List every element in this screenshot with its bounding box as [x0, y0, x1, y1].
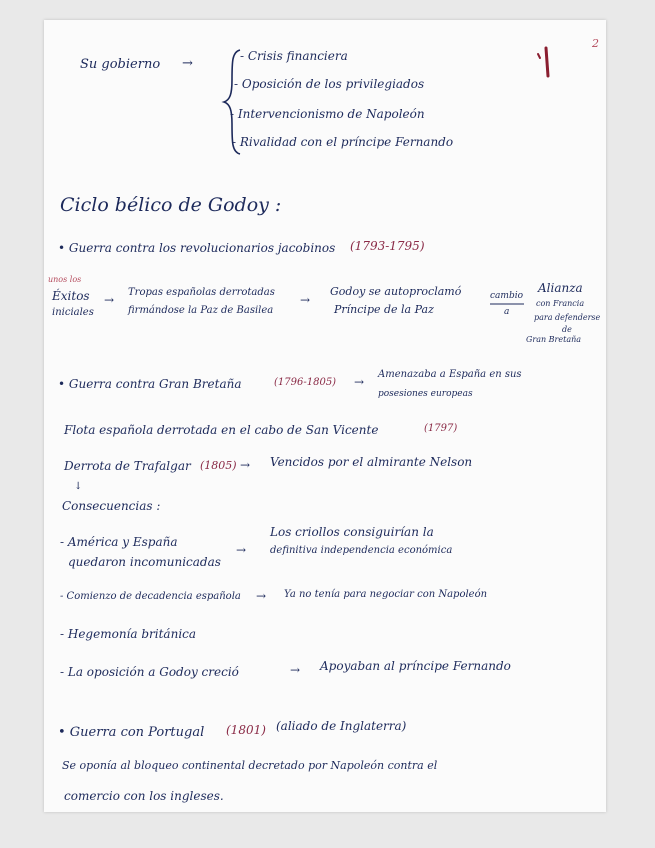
gobierno-item-2: - Oposición de los privilegiados — [234, 77, 425, 91]
down-arrow-icon: ↓ — [74, 481, 83, 492]
guerra-portugal-date: (1801) — [226, 723, 266, 737]
cambio-label: cambio — [490, 291, 523, 301]
guerra-portugal-note: (aliado de Inglaterra) — [276, 719, 407, 733]
gobierno-label: Su gobierno — [80, 57, 161, 72]
arrow-icon: → — [104, 293, 115, 307]
ciclo-heading: Ciclo bélico de Godoy : — [60, 194, 282, 216]
arrow-icon: → — [290, 663, 301, 677]
guerra-jacobinos-dates: (1793-1795) — [350, 239, 425, 253]
godoy-line1: Godoy se autoproclamó — [330, 285, 462, 298]
page-number: 2 — [592, 37, 599, 50]
gobierno-item-4: - Rivalidad con el príncipe Fernando — [232, 135, 454, 149]
cambio-under: a — [504, 307, 510, 317]
alianza-line5: Gran Bretaña — [526, 335, 582, 344]
exitos-line1: Éxitos — [52, 289, 90, 303]
comienzo-result: Ya no tenía para negociar con Napoleón — [284, 589, 488, 600]
arrow-icon: → — [236, 543, 247, 557]
derrota-date: (1805) — [200, 459, 237, 472]
arrow-icon: → — [256, 589, 267, 603]
flota-text: Flota española derrotada en el cabo de San Vicente — [64, 423, 379, 437]
alianza-line2: con Francia — [536, 299, 585, 308]
arrow-icon: → — [300, 293, 311, 307]
arrow-icon: → — [354, 375, 365, 389]
red-pen-dot — [538, 54, 540, 58]
red-pen-mark — [546, 48, 548, 76]
oposicion-text: - La oposición a Godoy creció — [60, 665, 239, 679]
amenazaba-line1: Amenazaba a España en sus — [378, 369, 522, 380]
tropas-line2: firmándose la Paz de Basilea — [128, 305, 274, 316]
guerra-gb-dates: (1796-1805) — [274, 377, 337, 388]
derrota-text: Derrota de Trafalgar — [64, 459, 191, 473]
consecuencias-label: Consecuencias : — [62, 499, 161, 513]
guerra-jacobinos-text: • Guerra contra los revolucionarios jacobinos — [58, 241, 336, 255]
godoy-line2: Príncipe de la Paz — [334, 303, 434, 316]
america-result-line2: definitiva independencia económica — [270, 545, 453, 556]
notebook-page — [44, 20, 606, 812]
alianza-line1: Alianza — [538, 281, 583, 295]
gobierno-item-3: - Intervencionismo de Napoleón — [230, 107, 425, 121]
alianza-line4: de — [562, 325, 572, 334]
flota-date: (1797) — [424, 423, 458, 434]
bloqueo-line2: comercio con los ingleses. — [64, 789, 224, 803]
america-line2: quedaron incomunicadas — [68, 555, 221, 569]
arrow-icon: → — [240, 458, 251, 472]
gobierno-item-1: - Crisis financiera — [240, 49, 348, 63]
guerra-portugal-text: • Guerra con Portugal — [58, 725, 205, 740]
guerra-gb-text: • Guerra contra Gran Bretaña — [58, 377, 242, 391]
bloqueo-line1: Se oponía al bloqueo continental decretado por Napoleón contra el — [62, 759, 438, 772]
amenazaba-line2: posesiones europeas — [378, 389, 473, 399]
alianza-line3: para defenderse — [534, 313, 601, 322]
comienzo-text: - Comienzo de decadencia española — [60, 591, 241, 602]
tropas-line1: Tropas españolas derrotadas — [128, 287, 275, 298]
derrota-result: Vencidos por el almirante Nelson — [270, 455, 473, 469]
exitos-note: unos los — [48, 275, 82, 284]
america-result-line1: Los criollos consiguirían la — [270, 525, 434, 539]
oposicion-result: Apoyaban al príncipe Fernando — [320, 659, 511, 673]
america-line1: - América y España — [60, 535, 178, 549]
hegemonia-text: - Hegemonía británica — [60, 627, 197, 641]
exitos-line2: iniciales — [52, 307, 94, 318]
arrow-icon: → — [182, 56, 193, 71]
